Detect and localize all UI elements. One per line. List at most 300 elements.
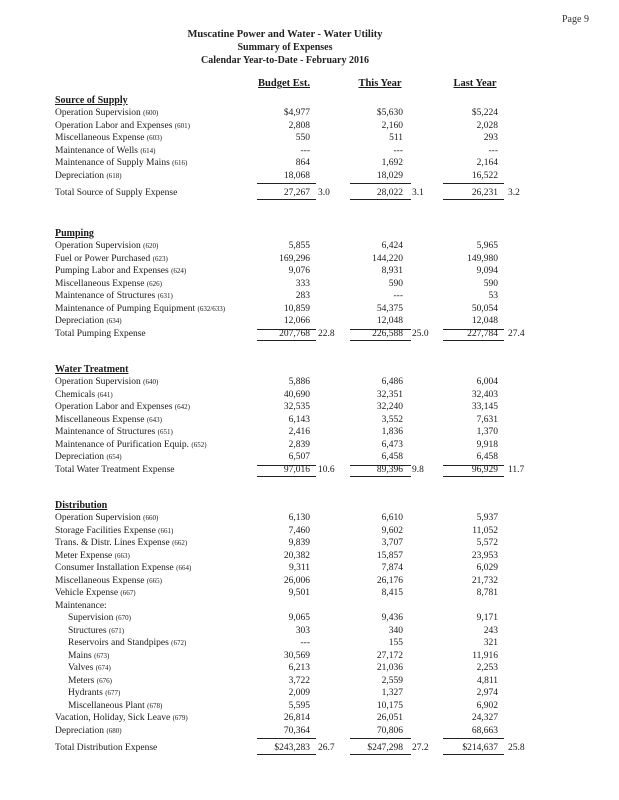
table-row xyxy=(0,700,619,712)
account-code: (667) xyxy=(120,589,136,597)
budget-value: $4,977 xyxy=(283,108,310,118)
last-year-value: 5,937 xyxy=(476,513,498,523)
table-row xyxy=(0,650,619,662)
budget-value: 6,130 xyxy=(288,513,310,523)
column-header-budget: Budget Est. xyxy=(258,78,310,89)
this-year-value: 15,857 xyxy=(376,550,403,561)
total-rule xyxy=(443,754,504,755)
row-label-text: Maintenance of Structures xyxy=(55,427,156,437)
section-title-pumping: Pumping xyxy=(55,228,94,239)
row-label-text: Chemicals xyxy=(55,389,96,400)
total-rule xyxy=(443,340,504,341)
table-row xyxy=(0,575,619,587)
last-year-value: 11,052 xyxy=(472,525,498,536)
total-rule xyxy=(350,476,411,477)
report-subtitle: Summary of Expenses xyxy=(237,42,333,53)
this-year-value: 2,160 xyxy=(381,120,403,131)
last-year-value: 5,965 xyxy=(476,241,498,251)
row-label-text: Consumer Installation Expense xyxy=(55,563,174,573)
row-label xyxy=(55,451,122,463)
budget-value: 9,501 xyxy=(288,588,310,598)
report-title: Muscatine Power and Water - Water Utility xyxy=(187,29,383,40)
account-code: (673) xyxy=(94,651,110,660)
table-row xyxy=(0,512,619,524)
this-year-value: 54,375 xyxy=(376,303,403,314)
budget-total: 27,267 xyxy=(283,188,310,198)
total-rule xyxy=(257,199,316,200)
budget-value: 26,814 xyxy=(283,713,310,723)
budget-value: 20,382 xyxy=(283,550,310,561)
row-label-text: Maintenance of Structures xyxy=(55,291,156,301)
last-year-total: 96,929 xyxy=(471,465,498,475)
last-year-value: 9,918 xyxy=(476,439,498,450)
last-year-total: $214,637 xyxy=(462,743,498,753)
budget-percent: 3.0 xyxy=(318,188,330,198)
budget-value: 6,507 xyxy=(288,452,310,462)
table-row xyxy=(0,120,619,132)
row-label-text: Mains xyxy=(68,650,92,661)
table-row xyxy=(0,315,619,327)
row-label-text: Maintenance of Supply Mains xyxy=(55,158,170,168)
budget-value: 9,839 xyxy=(288,538,310,548)
budget-value: 30,569 xyxy=(283,650,310,661)
row-label xyxy=(55,562,191,574)
page-number: Page 9 xyxy=(562,14,589,25)
row-label xyxy=(55,587,136,599)
total-rule xyxy=(350,754,411,755)
budget-value: 169,296 xyxy=(279,253,310,264)
this-year-value: 1,692 xyxy=(381,158,403,168)
last-year-value: 5,572 xyxy=(476,538,498,548)
section-title-distribution: Distribution xyxy=(55,500,108,511)
subtotal-rule xyxy=(443,738,504,739)
section-title-treatment: Water Treatment xyxy=(55,364,129,375)
this-year-value: --- xyxy=(393,291,403,301)
subtotal-rule xyxy=(350,738,411,739)
table-row xyxy=(0,426,619,438)
this-year-value: 7,874 xyxy=(381,563,403,573)
table-row xyxy=(0,278,619,290)
row-label xyxy=(55,525,173,537)
row-label xyxy=(55,426,173,438)
last-year-value: 24,327 xyxy=(471,713,498,723)
total-row-supply xyxy=(0,187,619,199)
account-code: (661) xyxy=(158,526,174,535)
this-year-percent: 9.8 xyxy=(412,465,424,475)
this-year-value: 1,836 xyxy=(381,427,403,437)
last-year-value: 50,054 xyxy=(471,303,498,314)
row-label xyxy=(55,401,190,413)
last-year-value: 7,631 xyxy=(476,414,498,425)
budget-value: 18,068 xyxy=(283,170,310,181)
last-year-total: 26,231 xyxy=(471,188,498,198)
total-label: Total Pumping Expense xyxy=(55,329,146,339)
budget-value: 2,839 xyxy=(288,439,310,450)
row-label-text: Depreciation xyxy=(55,452,105,462)
budget-value: 7,460 xyxy=(288,525,310,536)
account-code: (671) xyxy=(108,626,125,635)
budget-value: 10,859 xyxy=(283,303,310,314)
budget-value: --- xyxy=(300,638,310,648)
this-year-value: 6,458 xyxy=(381,452,403,462)
row-label-text: Operation Labor and Expenses xyxy=(55,120,173,131)
last-year-value: 2,164 xyxy=(476,158,498,168)
table-row xyxy=(0,253,619,265)
account-code: (634) xyxy=(106,317,122,325)
last-year-value: 23,953 xyxy=(471,550,498,561)
this-year-value: 6,610 xyxy=(381,513,403,523)
table-row xyxy=(0,401,619,413)
this-year-value: 32,351 xyxy=(376,389,403,400)
budget-percent: 22.8 xyxy=(318,329,335,339)
account-code: (631) xyxy=(157,292,173,300)
this-year-value: 18,029 xyxy=(376,170,403,181)
row-label-text: Maintenance of Pumping Equipment xyxy=(55,303,196,314)
account-code: (665) xyxy=(146,576,162,585)
row-label-text: Meter Expense xyxy=(55,550,113,561)
table-row xyxy=(0,107,619,119)
account-code: (620) xyxy=(143,242,159,250)
row-label xyxy=(55,315,122,327)
row-label xyxy=(55,376,158,388)
last-year-value: 11,916 xyxy=(472,650,498,661)
row-label-text: Hydrants xyxy=(68,688,103,698)
table-row xyxy=(0,290,619,302)
table-row xyxy=(0,389,619,401)
budget-value: 5,855 xyxy=(288,241,310,251)
this-year-value: 9,436 xyxy=(381,613,403,623)
this-year-value: 8,415 xyxy=(381,588,403,598)
row-label xyxy=(68,700,162,712)
last-year-value: 9,094 xyxy=(476,266,498,276)
budget-value: 6,213 xyxy=(288,663,310,673)
total-rule xyxy=(257,754,316,755)
row-label xyxy=(55,265,186,277)
row-label xyxy=(55,725,122,737)
last-year-value: 2,253 xyxy=(476,663,498,673)
row-label xyxy=(55,712,188,724)
table-row xyxy=(0,303,619,315)
account-code: (680) xyxy=(106,726,122,735)
this-year-value: 12,048 xyxy=(376,316,403,326)
this-year-value: 8,931 xyxy=(381,266,403,276)
row-label xyxy=(55,389,113,401)
total-label: Total Source of Supply Expense xyxy=(55,188,178,198)
budget-value: 5,595 xyxy=(288,700,310,711)
table-row xyxy=(0,587,619,599)
last-year-value: 6,902 xyxy=(476,700,498,711)
budget-value: 9,076 xyxy=(288,266,310,276)
account-code: (674) xyxy=(95,664,111,672)
total-rule xyxy=(443,199,504,200)
last-year-value: 9,171 xyxy=(476,613,498,623)
row-label xyxy=(68,662,111,674)
table-row xyxy=(0,662,619,674)
last-year-value: 33,145 xyxy=(471,402,498,412)
column-header-last-year: Last Year xyxy=(453,78,497,89)
this-year-value: --- xyxy=(393,145,403,156)
row-label-text: Operation Supervision xyxy=(55,513,141,523)
last-year-value: $5,224 xyxy=(471,108,498,118)
budget-total: $243,283 xyxy=(274,743,310,753)
row-label xyxy=(68,687,120,699)
budget-percent: 10.6 xyxy=(318,465,335,475)
this-year-value: 155 xyxy=(388,638,403,648)
total-row-treatment xyxy=(0,464,619,476)
table-row xyxy=(0,562,619,574)
budget-value: 303 xyxy=(295,625,310,636)
row-label xyxy=(55,240,158,252)
this-year-value: 10,175 xyxy=(376,700,403,711)
this-year-value: 70,806 xyxy=(376,725,403,736)
row-label xyxy=(55,145,156,157)
account-code: (652) xyxy=(191,440,207,449)
this-year-value: 9,602 xyxy=(381,525,403,536)
subtotal-rule xyxy=(350,183,411,184)
table-row xyxy=(0,170,619,182)
budget-value: 5,886 xyxy=(288,377,310,387)
this-year-percent: 25.0 xyxy=(412,329,429,339)
row-label xyxy=(55,132,162,144)
this-year-value: 590 xyxy=(388,278,403,289)
last-year-total: 227,784 xyxy=(467,329,498,339)
account-code: (662) xyxy=(172,539,188,547)
this-year-total: 226,588 xyxy=(372,329,403,339)
row-label xyxy=(55,120,190,132)
subtotal-rule xyxy=(257,183,316,184)
this-year-total: $247,298 xyxy=(367,743,403,753)
account-code: (641) xyxy=(97,390,113,399)
last-year-value: 2,028 xyxy=(476,120,498,131)
budget-value: 12,066 xyxy=(283,316,310,326)
table-row xyxy=(0,612,619,624)
row-label xyxy=(55,439,207,451)
budget-value: 333 xyxy=(295,278,310,289)
last-year-percent: 25.8 xyxy=(508,743,525,753)
last-year-value: 21,732 xyxy=(471,575,498,586)
total-rule xyxy=(257,476,316,477)
account-code: (601) xyxy=(174,121,190,130)
total-label: Total Distribution Expense xyxy=(55,743,158,753)
this-year-value: 6,473 xyxy=(381,439,403,450)
row-label xyxy=(68,637,186,649)
row-label-text: Miscellaneous Expense xyxy=(55,575,145,586)
last-year-percent: 3.2 xyxy=(508,188,520,198)
table-row xyxy=(0,145,619,157)
row-label xyxy=(55,550,130,562)
this-year-value: 27,172 xyxy=(376,650,403,661)
table-row xyxy=(0,157,619,169)
table-row xyxy=(0,625,619,637)
account-code: (642) xyxy=(174,403,190,411)
budget-value: 70,364 xyxy=(283,725,310,736)
account-code: (614) xyxy=(140,146,156,155)
last-year-value: 32,403 xyxy=(471,389,498,400)
account-code: (603) xyxy=(146,134,162,142)
row-label xyxy=(55,414,162,426)
row-label-text: Vacation, Holiday, Sick Leave xyxy=(55,713,171,723)
this-year-value: 511 xyxy=(389,133,403,143)
row-label-text: Operation Labor and Expenses xyxy=(55,402,173,412)
row-label-text: Depreciation xyxy=(55,170,105,181)
last-year-value: 6,458 xyxy=(476,452,498,462)
row-label-text: Operation Supervision xyxy=(55,377,141,387)
row-label-text: Miscellaneous Expense xyxy=(55,414,145,425)
this-year-value: 6,486 xyxy=(381,377,403,387)
last-year-value: 243 xyxy=(483,625,498,636)
last-year-value: --- xyxy=(488,145,498,156)
row-label xyxy=(55,303,225,315)
total-label: Total Water Treatment Expense xyxy=(55,465,175,475)
budget-value: 32,535 xyxy=(283,402,310,412)
row-label-text: Meters xyxy=(68,675,95,686)
report-period: Calendar Year-to-Date - February 2016 xyxy=(201,55,369,66)
row-label xyxy=(55,600,107,612)
account-code: (672) xyxy=(171,639,187,647)
budget-value: 283 xyxy=(295,291,310,301)
this-year-value: 32,240 xyxy=(376,402,403,412)
row-label xyxy=(55,537,187,549)
table-row xyxy=(0,132,619,144)
row-label-text: Depreciation xyxy=(55,725,105,736)
row-label xyxy=(55,512,158,524)
account-code: (618) xyxy=(106,171,122,180)
this-year-value: 2,559 xyxy=(381,675,403,686)
section-title-supply: Source of Supply xyxy=(55,95,128,106)
row-label-text: Reservoirs and Standpipes xyxy=(68,638,169,648)
account-code: (663) xyxy=(114,551,130,560)
account-code: (660) xyxy=(143,514,159,522)
budget-value: 6,143 xyxy=(288,414,310,425)
row-label-text: Operation Supervision xyxy=(55,108,141,118)
last-year-value: 53 xyxy=(488,291,498,301)
account-code: (677) xyxy=(105,689,121,697)
last-year-value: 4,811 xyxy=(476,675,498,686)
table-row xyxy=(0,451,619,463)
row-label-text: Pumping Labor and Expenses xyxy=(55,266,169,276)
this-year-value: 21,036 xyxy=(376,663,403,673)
last-year-value: 16,522 xyxy=(471,170,498,181)
budget-value: 2,009 xyxy=(288,688,310,698)
last-year-value: 6,029 xyxy=(476,563,498,573)
table-row xyxy=(0,537,619,549)
budget-value: 550 xyxy=(295,133,310,143)
row-label-text: Maintenance: xyxy=(55,600,107,611)
row-label xyxy=(55,107,158,119)
this-year-value: 144,220 xyxy=(372,253,403,264)
row-label-text: Miscellaneous Expense xyxy=(55,133,145,143)
row-label-text: Miscellaneous Plant xyxy=(68,700,145,711)
budget-percent: 26.7 xyxy=(318,743,335,753)
this-year-total: 89,396 xyxy=(376,465,403,475)
table-row xyxy=(0,414,619,426)
row-label xyxy=(55,575,162,587)
account-code: (676) xyxy=(96,676,112,685)
total-row-pumping xyxy=(0,328,619,340)
account-code: (654) xyxy=(106,453,122,461)
last-year-percent: 11.7 xyxy=(508,465,525,475)
row-label-text: Storage Facilities Expense xyxy=(55,525,156,536)
column-header-this-year: This Year xyxy=(358,78,402,89)
budget-value: 2,808 xyxy=(288,120,310,131)
budget-value: 26,006 xyxy=(283,575,310,586)
this-year-value: 6,424 xyxy=(381,241,403,251)
account-code: (626) xyxy=(146,279,162,288)
this-year-percent: 27.2 xyxy=(412,743,429,753)
last-year-percent: 27.4 xyxy=(508,329,525,339)
budget-value: 40,690 xyxy=(283,389,310,400)
table-row xyxy=(0,687,619,699)
total-rule xyxy=(257,340,316,341)
last-year-value: 12,048 xyxy=(471,316,498,326)
last-year-value: 2,974 xyxy=(476,688,498,698)
table-row xyxy=(0,712,619,724)
last-year-value: 8,781 xyxy=(476,588,498,598)
row-label xyxy=(68,675,112,687)
row-label-text: Maintenance of Wells xyxy=(55,145,138,156)
total-rule xyxy=(350,199,411,200)
account-code: (623) xyxy=(152,254,168,263)
this-year-total: 28,022 xyxy=(376,188,403,198)
this-year-value: $5,630 xyxy=(376,108,403,118)
account-code: (664) xyxy=(176,564,192,572)
this-year-value: 26,176 xyxy=(376,575,403,586)
row-label-text: Supervision xyxy=(68,613,114,623)
table-row xyxy=(0,439,619,451)
row-label xyxy=(55,157,187,169)
row-label xyxy=(55,170,122,182)
row-label-text: Fuel or Power Purchased xyxy=(55,253,151,264)
this-year-value: 1,327 xyxy=(381,688,403,698)
last-year-value: 6,004 xyxy=(476,377,498,387)
account-code: (640) xyxy=(143,378,159,386)
budget-value: 864 xyxy=(295,158,310,168)
subtotal-rule xyxy=(257,738,316,739)
last-year-value: 590 xyxy=(483,278,498,289)
row-label-text: Depreciation xyxy=(55,316,105,326)
row-label-text: Vehicle Expense xyxy=(55,588,119,598)
account-code: (651) xyxy=(157,428,173,436)
total-row-distribution xyxy=(0,742,619,754)
account-code: (600) xyxy=(143,109,159,117)
table-row xyxy=(0,240,619,252)
row-label xyxy=(68,650,109,662)
table-row xyxy=(0,376,619,388)
total-rule xyxy=(443,476,504,477)
this-year-value: 340 xyxy=(388,625,403,636)
row-label-text: Valves xyxy=(68,663,94,673)
account-code: (624) xyxy=(171,267,187,275)
budget-value: 3,722 xyxy=(288,675,310,686)
account-code: (679) xyxy=(172,714,188,722)
row-label xyxy=(55,278,162,290)
table-row xyxy=(0,525,619,537)
row-label xyxy=(68,625,124,637)
row-label-text: Structures xyxy=(68,625,107,636)
row-label-text: Operation Supervision xyxy=(55,241,141,251)
row-label-text: Miscellaneous Expense xyxy=(55,278,145,289)
row-label xyxy=(55,290,173,302)
this-year-percent: 3.1 xyxy=(412,188,424,198)
row-label-text: Maintenance of Purification Equip. xyxy=(55,439,190,450)
subtotal-rule xyxy=(443,183,504,184)
last-year-value: 293 xyxy=(483,133,498,143)
budget-value: 9,065 xyxy=(288,613,310,623)
account-code: (643) xyxy=(146,415,162,424)
this-year-value: 3,707 xyxy=(381,538,403,548)
total-rule xyxy=(350,340,411,341)
last-year-value: 149,980 xyxy=(467,253,498,264)
